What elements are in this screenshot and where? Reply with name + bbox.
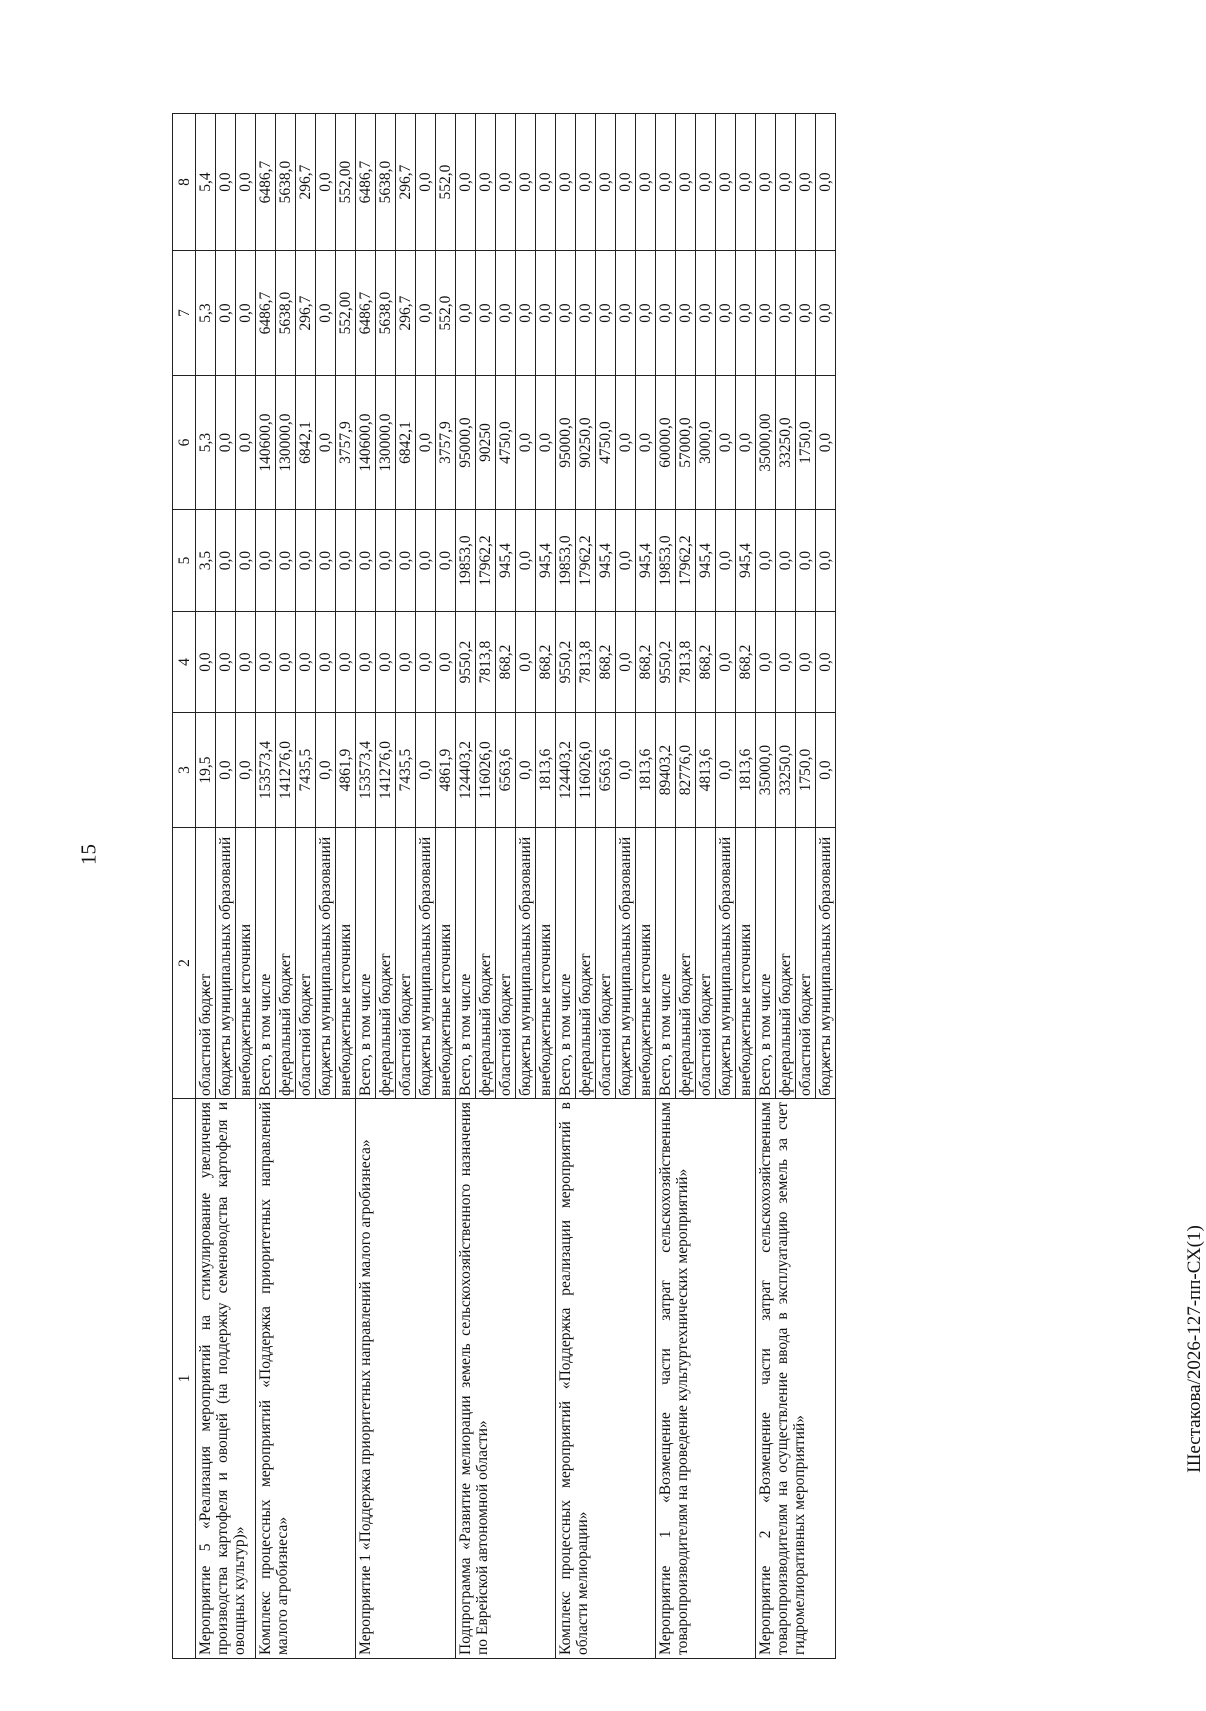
amount-cell: 868,2 — [536, 612, 556, 713]
amount-cell: 0,0 — [336, 612, 356, 713]
amount-cell: 0,0 — [456, 251, 476, 376]
amount-cell: 33250,0 — [776, 713, 796, 828]
amount-cell: 0,0 — [236, 251, 256, 376]
column-header: 2 — [173, 828, 196, 1099]
amount-cell: 6842,1 — [396, 376, 416, 510]
funding-source-cell: бюджеты муниципальных образований — [216, 828, 236, 1099]
column-header: 8 — [173, 114, 196, 251]
amount-cell: 0,0 — [796, 510, 816, 612]
budget-table — [172, 113, 836, 1659]
amount-cell: 141276,0 — [276, 713, 296, 828]
amount-cell: 0,0 — [756, 510, 776, 612]
amount-cell: 0,0 — [296, 612, 316, 713]
amount-cell: 124403,2 — [456, 713, 476, 828]
amount-cell: 0,0 — [416, 612, 436, 713]
amount-cell: 4750,0 — [496, 376, 516, 510]
amount-cell: 945,4 — [636, 510, 656, 612]
amount-cell: 868,2 — [496, 612, 516, 713]
amount-cell: 5638,0 — [276, 114, 296, 251]
amount-cell: 1813,6 — [536, 713, 556, 828]
amount-cell: 35000,00 — [756, 376, 776, 510]
amount-cell: 296,7 — [296, 114, 316, 251]
amount-cell: 0,0 — [416, 713, 436, 828]
program-name-cell: Мероприятие 2 «Возмещение части затрат сельскохозяйственным товаропроизводителям на осуществление ввода в эксплуатацию земель за счет гидромелиоративных мероприятий» — [756, 1099, 836, 1659]
amount-cell: 0,0 — [556, 251, 576, 376]
amount-cell: 90250 — [476, 376, 496, 510]
amount-cell: 7435,5 — [396, 713, 416, 828]
amount-cell: 3757,9 — [336, 376, 356, 510]
amount-cell: 0,0 — [496, 114, 516, 251]
amount-cell: 19853,0 — [456, 510, 476, 612]
amount-cell: 0,0 — [636, 251, 656, 376]
page-number: 15 — [76, 844, 101, 865]
funding-source-cell: внебюджетные источники — [736, 828, 756, 1099]
amount-cell: 0,0 — [756, 251, 776, 376]
column-header: 1 — [173, 1099, 196, 1659]
amount-cell: 5,3 — [196, 376, 216, 510]
amount-cell: 0,0 — [776, 251, 796, 376]
amount-cell: 0,0 — [436, 510, 456, 612]
amount-cell: 3000,0 — [696, 376, 716, 510]
amount-cell: 0,0 — [776, 510, 796, 612]
amount-cell: 89403,2 — [656, 713, 676, 828]
amount-cell: 0,0 — [416, 376, 436, 510]
amount-cell: 0,0 — [616, 114, 636, 251]
amount-cell: 0,0 — [816, 612, 836, 713]
program-name-cell: Комплекс процессных мероприятий «Поддержка реализации мероприятий в области мелиорации» — [556, 1099, 656, 1659]
amount-cell: 0,0 — [696, 114, 716, 251]
amount-cell: 0,0 — [396, 612, 416, 713]
amount-cell: 0,0 — [736, 251, 756, 376]
amount-cell: 552,0 — [436, 251, 456, 376]
amount-cell: 6563,6 — [496, 713, 516, 828]
amount-cell: 296,7 — [396, 114, 416, 251]
amount-cell: 0,0 — [516, 713, 536, 828]
amount-cell: 0,0 — [616, 376, 636, 510]
amount-cell: 6842,1 — [296, 376, 316, 510]
amount-cell: 0,0 — [216, 114, 236, 251]
amount-cell: 0,0 — [636, 114, 656, 251]
amount-cell: 0,0 — [536, 251, 556, 376]
amount-cell: 0,0 — [256, 510, 276, 612]
table-row — [556, 114, 576, 1659]
amount-cell: 0,0 — [796, 114, 816, 251]
amount-cell: 116026,0 — [576, 713, 596, 828]
amount-cell: 0,0 — [416, 114, 436, 251]
amount-cell: 868,2 — [636, 612, 656, 713]
amount-cell: 82776,0 — [676, 713, 696, 828]
funding-source-cell: федеральный бюджет — [576, 828, 596, 1099]
amount-cell: 0,0 — [316, 510, 336, 612]
amount-cell: 0,0 — [416, 251, 436, 376]
amount-cell: 0,0 — [756, 612, 776, 713]
amount-cell: 0,0 — [396, 510, 416, 612]
amount-cell: 0,0 — [736, 114, 756, 251]
amount-cell: 0,0 — [596, 114, 616, 251]
amount-cell: 4861,9 — [336, 713, 356, 828]
amount-cell: 945,4 — [736, 510, 756, 612]
amount-cell: 0,0 — [816, 713, 836, 828]
amount-cell: 6486,7 — [356, 114, 376, 251]
amount-cell: 0,0 — [216, 376, 236, 510]
amount-cell: 0,0 — [516, 114, 536, 251]
amount-cell: 95000,0 — [556, 376, 576, 510]
amount-cell: 1750,0 — [796, 713, 816, 828]
amount-cell: 35000,0 — [756, 713, 776, 828]
amount-cell: 0,0 — [496, 251, 516, 376]
amount-cell: 0,0 — [796, 251, 816, 376]
amount-cell: 0,0 — [316, 612, 336, 713]
amount-cell: 140600,0 — [356, 376, 376, 510]
amount-cell: 0,0 — [556, 114, 576, 251]
funding-source-cell: Всего, в том числе — [756, 828, 776, 1099]
amount-cell: 0,0 — [376, 612, 396, 713]
funding-source-cell: федеральный бюджет — [676, 828, 696, 1099]
amount-cell: 95000,0 — [456, 376, 476, 510]
amount-cell: 0,0 — [296, 510, 316, 612]
amount-cell: 0,0 — [516, 612, 536, 713]
amount-cell: 116026,0 — [476, 713, 496, 828]
funding-source-cell: внебюджетные источники — [336, 828, 356, 1099]
amount-cell: 0,0 — [316, 114, 336, 251]
funding-source-cell: бюджеты муниципальных образований — [716, 828, 736, 1099]
amount-cell: 868,2 — [596, 612, 616, 713]
amount-cell: 4750,0 — [596, 376, 616, 510]
amount-cell: 1813,6 — [636, 713, 656, 828]
table-row — [196, 114, 216, 1659]
amount-cell: 0,0 — [576, 114, 596, 251]
amount-cell: 0,0 — [616, 713, 636, 828]
funding-source-cell: областной бюджет — [796, 828, 816, 1099]
funding-source-cell: бюджеты муниципальных образований — [616, 828, 636, 1099]
amount-cell: 17962,2 — [576, 510, 596, 612]
amount-cell: 0,0 — [316, 713, 336, 828]
amount-cell: 945,4 — [696, 510, 716, 612]
amount-cell: 0,0 — [596, 251, 616, 376]
table-row — [256, 114, 276, 1659]
funding-source-cell: федеральный бюджет — [776, 828, 796, 1099]
amount-cell: 124403,2 — [556, 713, 576, 828]
amount-cell: 0,0 — [476, 114, 496, 251]
amount-cell: 19,5 — [196, 713, 216, 828]
amount-cell: 5,3 — [196, 251, 216, 376]
amount-cell: 0,0 — [816, 376, 836, 510]
table-header-row — [173, 114, 196, 1659]
amount-cell: 945,4 — [496, 510, 516, 612]
funding-source-cell: внебюджетные источники — [236, 828, 256, 1099]
amount-cell: 17962,2 — [476, 510, 496, 612]
amount-cell: 153573,4 — [356, 713, 376, 828]
program-name-cell: Мероприятие 1 «Возмещение части затрат сельскохозяйственным товаропроизводителям на проведение культуртехнических мероприятий» — [656, 1099, 756, 1659]
column-header: 4 — [173, 612, 196, 713]
amount-cell: 0,0 — [696, 251, 716, 376]
amount-cell: 17962,2 — [676, 510, 696, 612]
amount-cell: 6486,7 — [356, 251, 376, 376]
amount-cell: 0,0 — [256, 612, 276, 713]
amount-cell: 0,0 — [276, 612, 296, 713]
amount-cell: 0,0 — [716, 510, 736, 612]
amount-cell: 945,4 — [596, 510, 616, 612]
amount-cell: 0,0 — [236, 713, 256, 828]
column-header: 3 — [173, 713, 196, 828]
amount-cell: 945,4 — [536, 510, 556, 612]
amount-cell: 90250,0 — [576, 376, 596, 510]
funding-source-cell: областной бюджет — [196, 828, 216, 1099]
funding-source-cell: Всего, в том числе — [256, 828, 276, 1099]
amount-cell: 60000,0 — [656, 376, 676, 510]
amount-cell: 0,0 — [536, 114, 556, 251]
funding-source-cell: федеральный бюджет — [376, 828, 396, 1099]
funding-source-cell: областной бюджет — [496, 828, 516, 1099]
amount-cell: 0,0 — [776, 612, 796, 713]
table-row — [356, 114, 376, 1659]
amount-cell: 0,0 — [236, 612, 256, 713]
amount-cell: 0,0 — [536, 376, 556, 510]
amount-cell: 0,0 — [816, 251, 836, 376]
amount-cell: 552,00 — [336, 251, 356, 376]
amount-cell: 0,0 — [516, 376, 536, 510]
funding-source-cell: областной бюджет — [396, 828, 416, 1099]
amount-cell: 1813,6 — [736, 713, 756, 828]
amount-cell: 0,0 — [236, 510, 256, 612]
funding-source-cell: областной бюджет — [596, 828, 616, 1099]
amount-cell: 296,7 — [296, 251, 316, 376]
amount-cell: 3757,9 — [436, 376, 456, 510]
amount-cell: 0,0 — [316, 376, 336, 510]
amount-cell: 0,0 — [216, 510, 236, 612]
program-name-cell: Мероприятие 1 «Поддержка приоритетных направлений малого агробизнеса» — [356, 1099, 456, 1659]
table-row — [456, 114, 476, 1659]
amount-cell: 130000,0 — [376, 376, 396, 510]
amount-cell: 0,0 — [716, 114, 736, 251]
amount-cell: 130000,0 — [276, 376, 296, 510]
amount-cell: 0,0 — [816, 510, 836, 612]
amount-cell: 3,5 — [196, 510, 216, 612]
amount-cell: 0,0 — [516, 251, 536, 376]
table-body — [196, 114, 836, 1659]
amount-cell: 141276,0 — [376, 713, 396, 828]
amount-cell: 4813,6 — [696, 713, 716, 828]
amount-cell: 140600,0 — [256, 376, 276, 510]
amount-cell: 7813,8 — [576, 612, 596, 713]
amount-cell: 0,0 — [316, 251, 336, 376]
funding-source-cell: внебюджетные источники — [436, 828, 456, 1099]
program-name-cell: Мероприятие 5 «Реализация мероприятий на стимулирование увеличения производства картофеля и овощей (на поддержку семеноводства картофеля и овощных культур)» — [196, 1099, 256, 1659]
amount-cell: 5,4 — [196, 114, 216, 251]
amount-cell: 0,0 — [576, 251, 596, 376]
amount-cell: 6563,6 — [596, 713, 616, 828]
amount-cell: 57000,0 — [676, 376, 696, 510]
amount-cell: 0,0 — [656, 114, 676, 251]
amount-cell: 33250,0 — [776, 376, 796, 510]
amount-cell: 0,0 — [616, 510, 636, 612]
amount-cell: 0,0 — [416, 510, 436, 612]
amount-cell: 0,0 — [196, 612, 216, 713]
funding-source-cell: внебюджетные источники — [536, 828, 556, 1099]
amount-cell: 0,0 — [276, 510, 296, 612]
funding-source-cell: бюджеты муниципальных образований — [416, 828, 436, 1099]
amount-cell: 0,0 — [436, 612, 456, 713]
amount-cell: 0,0 — [236, 376, 256, 510]
amount-cell: 0,0 — [216, 713, 236, 828]
amount-cell: 0,0 — [216, 612, 236, 713]
funding-source-cell: Всего, в том числе — [456, 828, 476, 1099]
amount-cell: 0,0 — [816, 114, 836, 251]
amount-cell: 0,0 — [716, 376, 736, 510]
amount-cell: 153573,4 — [256, 713, 276, 828]
amount-cell: 5638,0 — [376, 251, 396, 376]
amount-cell: 0,0 — [516, 510, 536, 612]
amount-cell: 9550,2 — [556, 612, 576, 713]
program-name-cell: Подпрограмма «Развитие мелиорации земель сельскохозяйственного назначения по Еврейской автономной области» — [456, 1099, 556, 1659]
amount-cell: 0,0 — [676, 251, 696, 376]
amount-cell: 296,7 — [396, 251, 416, 376]
amount-cell: 0,0 — [356, 612, 376, 713]
amount-cell: 7813,8 — [476, 612, 496, 713]
amount-cell: 0,0 — [336, 510, 356, 612]
amount-cell: 0,0 — [716, 612, 736, 713]
amount-cell: 0,0 — [656, 251, 676, 376]
amount-cell: 6486,7 — [256, 251, 276, 376]
amount-cell: 7435,5 — [296, 713, 316, 828]
amount-cell: 4861,9 — [436, 713, 456, 828]
amount-cell: 0,0 — [776, 114, 796, 251]
amount-cell: 0,0 — [676, 114, 696, 251]
amount-cell: 0,0 — [616, 612, 636, 713]
amount-cell: 0,0 — [216, 251, 236, 376]
amount-cell: 0,0 — [716, 713, 736, 828]
amount-cell: 0,0 — [736, 376, 756, 510]
amount-cell: 0,0 — [476, 251, 496, 376]
amount-cell: 552,0 — [436, 114, 456, 251]
amount-cell: 0,0 — [796, 612, 816, 713]
funding-source-cell: федеральный бюджет — [476, 828, 496, 1099]
column-header: 5 — [173, 510, 196, 612]
amount-cell: 9550,2 — [656, 612, 676, 713]
table-row — [756, 114, 776, 1659]
column-header: 7 — [173, 251, 196, 376]
amount-cell: 0,0 — [636, 376, 656, 510]
amount-cell: 868,2 — [736, 612, 756, 713]
funding-source-cell: бюджеты муниципальных образований — [516, 828, 536, 1099]
amount-cell: 0,0 — [716, 251, 736, 376]
amount-cell: 5638,0 — [276, 251, 296, 376]
funding-source-cell: бюджеты муниципальных образований — [316, 828, 336, 1099]
funding-source-cell: областной бюджет — [296, 828, 316, 1099]
amount-cell: 1750,0 — [796, 376, 816, 510]
amount-cell: 19853,0 — [556, 510, 576, 612]
funding-source-cell: областной бюджет — [696, 828, 716, 1099]
amount-cell: 6486,7 — [256, 114, 276, 251]
amount-cell: 0,0 — [456, 114, 476, 251]
rotated-table-container — [172, 114, 1129, 1659]
amount-cell: 0,0 — [376, 510, 396, 612]
amount-cell: 5638,0 — [376, 114, 396, 251]
table-row — [656, 114, 676, 1659]
amount-cell: 552,00 — [336, 114, 356, 251]
amount-cell: 19853,0 — [656, 510, 676, 612]
amount-cell: 0,0 — [236, 114, 256, 251]
funding-source-cell: бюджеты муниципальных образований — [816, 828, 836, 1099]
amount-cell: 0,0 — [756, 114, 776, 251]
program-name-cell: Комплекс процессных мероприятий «Поддержка приоритетных направлений малого агробизнеса» — [256, 1099, 356, 1659]
funding-source-cell: федеральный бюджет — [276, 828, 296, 1099]
column-header: 6 — [173, 376, 196, 510]
funding-source-cell: Всего, в том числе — [556, 828, 576, 1099]
funding-source-cell: Всего, в том числе — [356, 828, 376, 1099]
amount-cell: 868,2 — [696, 612, 716, 713]
amount-cell: 0,0 — [356, 510, 376, 612]
funding-source-cell: внебюджетные источники — [636, 828, 656, 1099]
funding-source-cell: Всего, в том числе — [656, 828, 676, 1099]
amount-cell: 9550,2 — [456, 612, 476, 713]
amount-cell: 0,0 — [616, 251, 636, 376]
document-code: Шестакова/2026-127-пп-СХ(1) — [1184, 1225, 1205, 1473]
amount-cell: 7813,8 — [676, 612, 696, 713]
